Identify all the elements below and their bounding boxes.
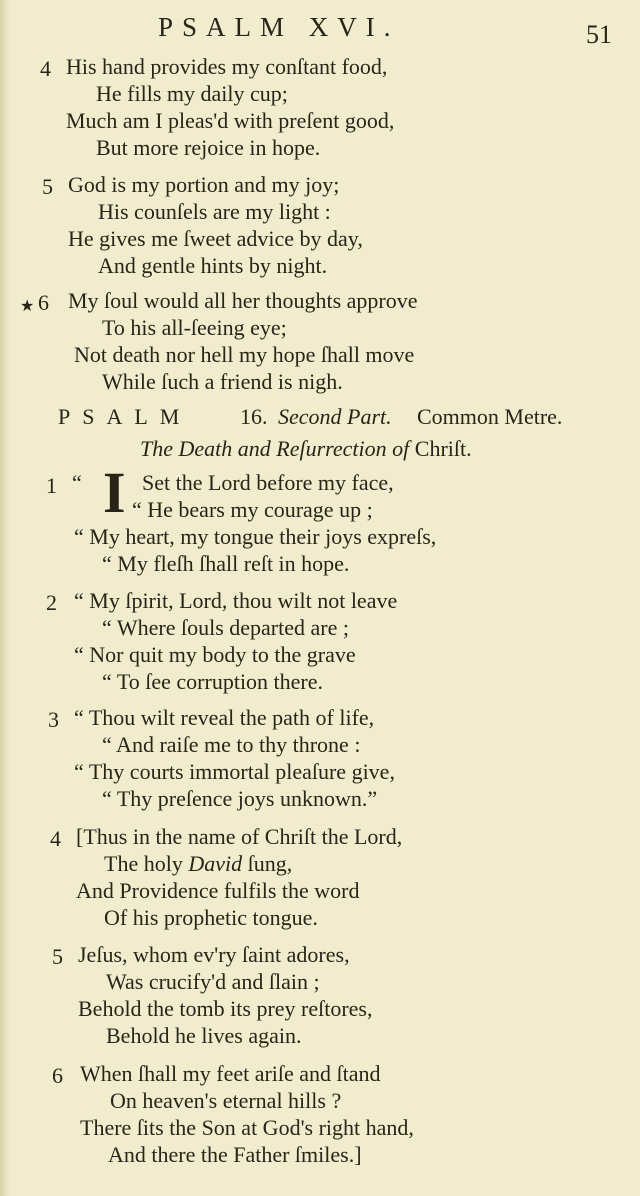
verse-line: But more rejoice in hope. [96,135,321,160]
verse-number: 4 [40,56,51,81]
verse-line: While ſuch a friend is nigh. [102,369,343,394]
verse-line: He gives me ſweet advice by day, [68,226,363,251]
verse-line: The holy David ſung, [104,851,293,876]
verse-line: “ Thou wilt reveal the path of life, [74,705,375,730]
page-header [0,12,640,49]
verse-line: Behold he lives again. [106,1023,302,1048]
section-metre: Common Metre. [417,404,563,429]
asterisk-mark-icon: ★ [20,298,35,315]
section-psalm-number: 16. [240,404,268,429]
verse-number: 1 [46,473,57,498]
verse-line: “ Nor quit my body to the grave [74,642,356,667]
verse-line: His counſels are my light : [98,199,331,224]
verse-line: My ſoul would all her thoughts approve [68,288,418,313]
subtitle-italic: The Death and Reſurrection of [140,436,410,461]
section-psalm-label: PSALM [58,404,192,429]
verse-line: Set the Lord before my face, [142,470,394,495]
drop-cap: I [103,460,126,525]
verse-line: “ Thy courts immortal pleaſure give, [74,759,395,784]
running-title: PSALM XVI. [158,12,400,42]
verse-line: Was crucify'd and ſlain ; [106,969,320,994]
section-subtitle [140,436,472,462]
verse-line: Not death nor hell my hope ſhall move [74,342,415,367]
verse-line: He fills my daily cup; [96,81,288,106]
verse-line: “ My fleſh ſhall reſt in hope. [102,551,350,576]
verse-line: Jeſus, whom ev'ry ſaint adores, [78,942,350,967]
verse-line: And gentle hints by night. [98,253,328,278]
page-edge-shadow [0,0,10,1196]
verse-line: To his all-ſeeing eye; [102,315,287,340]
subtitle-roman: Chriſt. [414,436,472,461]
verse-line: There ſits the Son at God's right hand, [80,1115,414,1140]
verse-line: And Providence fulfils the word [76,878,360,903]
verse-line: “ My heart, my tongue their joys expreſs, [74,524,437,549]
verse-line: When ſhall my feet ariſe and ſtand [80,1061,381,1086]
verse-number: 5 [52,944,63,969]
verse-number: 6 [38,290,49,315]
verse-line: “ Where ſouls departed are ; [102,615,349,640]
verse-number: 2 [46,590,57,615]
verse-number: 6 [52,1063,63,1088]
verse-line: Behold the tomb its prey reſtores, [78,996,373,1021]
verse-line: Of his prophetic tongue. [104,905,318,930]
verse-line: “ [72,470,82,495]
verse-number: 3 [48,707,59,732]
verse-number: 4 [50,826,61,851]
verse-line: “ And raiſe me to thy throne : [102,732,361,757]
verse-line: “ My ſpirit, Lord, thou wilt not leave [74,588,398,613]
verse-line: [Thus in the name of Chriſt the Lord, [76,824,403,849]
verse-line: “ To ſee corruption there. [102,669,324,694]
verse-line: On heaven's eternal hills ? [110,1088,342,1113]
verse-line: Much am I pleas'd with preſent good, [66,108,395,133]
verse-line: His hand provides my conſtant food, [66,54,388,79]
section-part-label: Second Part. [278,404,392,429]
verse-line: “ Thy preſence joys unknown.” [102,786,378,811]
verse-line: And there the Father ſmiles.] [108,1142,362,1167]
page-number: 51 [586,20,612,49]
verse-number: 5 [42,174,53,199]
verse-line: God is my portion and my joy; [68,172,340,197]
verse-line: “ He bears my courage up ; [132,497,373,522]
